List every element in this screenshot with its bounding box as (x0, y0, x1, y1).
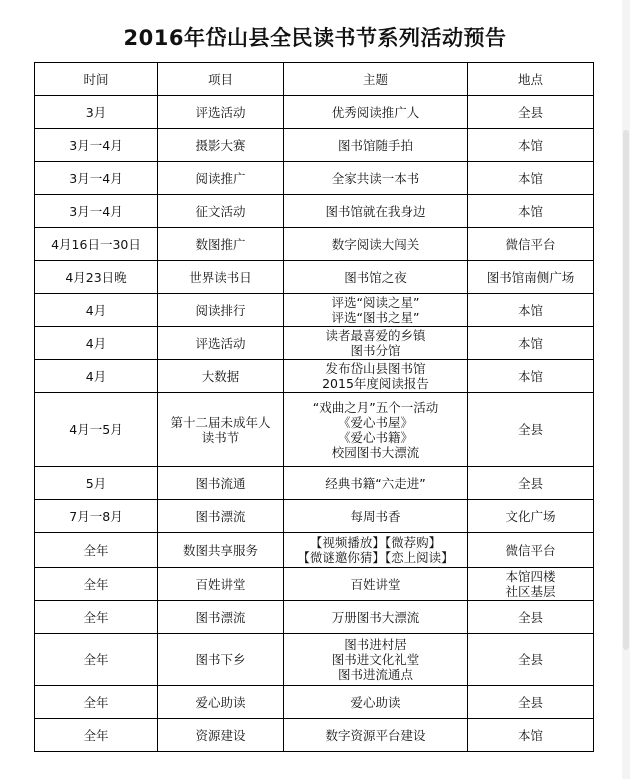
column-header-time: 时间 (35, 63, 158, 96)
cell-time: 5月 (35, 467, 158, 500)
page-title: 2016年岱山县全民读书节系列活动预告 (123, 26, 507, 50)
table-row (35, 294, 594, 327)
cell-project (158, 195, 284, 228)
cell-theme-line: 图书分馆 (350, 343, 401, 358)
cell-project (158, 327, 284, 360)
cell-project (158, 467, 284, 500)
cell-time: 3月一4月 (35, 162, 158, 195)
cell-theme (284, 162, 468, 195)
column-header-theme: 主题 (284, 63, 468, 96)
cell-theme (284, 129, 468, 162)
cell-theme (284, 261, 468, 294)
table-row (35, 719, 594, 752)
cell-place-line: 全县 (517, 422, 543, 437)
cell-theme-line: 优秀阅读推广人 (331, 104, 420, 120)
cell-project-line: 评选活动 (195, 335, 246, 351)
table-row (35, 467, 594, 500)
cell-project (158, 719, 284, 752)
cell-theme-line: 全家共读一本书 (331, 170, 420, 186)
cell-place-line: 微信平台 (505, 542, 556, 558)
cell-place (468, 533, 594, 568)
cell-theme (284, 568, 468, 601)
table-row (35, 129, 594, 162)
cell-theme (284, 634, 468, 686)
table-row (35, 162, 594, 195)
cell-place (468, 294, 594, 327)
table-header-row (35, 63, 594, 96)
cell-project-line: 阅读推广 (195, 170, 246, 186)
cell-place (468, 719, 594, 752)
cell-project (158, 686, 284, 719)
cell-time: 3月一4月 (35, 129, 158, 162)
cell-project-line: 资源建设 (195, 727, 246, 743)
cell-time: 3月 (35, 96, 158, 129)
cell-theme (284, 195, 468, 228)
column-header-place: 地点 (468, 63, 594, 96)
cell-place (468, 500, 594, 533)
cell-time: 3月一4月 (35, 195, 158, 228)
table-row (35, 500, 594, 533)
cell-theme-line: 图书馆随手拍 (337, 137, 413, 153)
cell-place-line: 本馆四楼 (505, 569, 556, 584)
cell-project-line: 图书下乡 (195, 652, 246, 667)
cell-project (158, 601, 284, 634)
cell-project (158, 500, 284, 533)
cell-theme-line: 《爱心书屋》 (337, 414, 413, 430)
cell-theme (284, 467, 468, 500)
cell-time: 全年 (35, 634, 158, 686)
cell-place-line: 全县 (517, 652, 543, 667)
cell-theme-line: 图书进村居 (344, 637, 407, 652)
cell-project-line: 阅读排行 (195, 302, 246, 318)
cell-place (468, 195, 594, 228)
cell-place-line: 文化广场 (505, 508, 556, 524)
cell-place-line: 全县 (517, 609, 543, 625)
cell-place (468, 360, 594, 393)
cell-theme (284, 327, 468, 360)
cell-theme (284, 500, 468, 533)
cell-theme-line: 图书进流通点 (337, 667, 413, 682)
cell-theme-line: 《爱心书籍》 (337, 429, 413, 445)
cell-time: 全年 (35, 719, 158, 752)
cell-place-line: 本馆 (517, 170, 543, 186)
cell-project (158, 568, 284, 601)
cell-time: 4月 (35, 327, 158, 360)
cell-place-line: 图书馆南侧广场 (486, 269, 575, 285)
cell-project (158, 228, 284, 261)
cell-project-line: 数图共享服务 (182, 542, 258, 558)
cell-place (468, 686, 594, 719)
cell-place-line: 社区基层 (505, 584, 556, 599)
cell-theme-line: 经典书籍“六走进” (325, 475, 426, 491)
cell-project-line: 图书漂流 (195, 508, 246, 524)
cell-place-line: 本馆 (517, 302, 543, 318)
cell-theme (284, 228, 468, 261)
table-row (35, 634, 594, 686)
cell-place (468, 393, 594, 467)
cell-project (158, 294, 284, 327)
cell-time: 4月 (35, 294, 158, 327)
cell-theme (284, 96, 468, 129)
cell-place-line: 本馆 (517, 368, 543, 384)
table-row (35, 533, 594, 568)
cell-place-line: 本馆 (517, 727, 543, 743)
cell-theme-line: 数字资源平台建设 (325, 727, 426, 743)
cell-project-line: 摄影大赛 (195, 137, 246, 153)
table-row (35, 360, 594, 393)
scrollbar-thumb[interactable] (623, 130, 629, 650)
cell-theme (284, 294, 468, 327)
cell-project (158, 261, 284, 294)
cell-theme-line: 读者最喜爱的乡镇 (325, 328, 426, 343)
cell-place (468, 228, 594, 261)
table-row (35, 261, 594, 294)
cell-place-line: 微信平台 (505, 236, 556, 252)
cell-theme-line: 每周书香 (350, 508, 401, 524)
cell-theme (284, 601, 468, 634)
cell-theme-line: 万册图书大漂流 (331, 609, 420, 625)
table-row (35, 195, 594, 228)
cell-place (468, 634, 594, 686)
cell-project-line: 图书流通 (195, 475, 246, 491)
cell-theme (284, 686, 468, 719)
cell-time: 4月 (35, 360, 158, 393)
cell-place (468, 261, 594, 294)
cell-place (468, 601, 594, 634)
cell-theme-line: 2015年度阅读报告 (322, 376, 429, 391)
cell-theme-line: 评选“阅读之星” (331, 295, 420, 310)
cell-place (468, 96, 594, 129)
cell-time: 4月16日一30日 (35, 228, 158, 261)
cell-theme-line: 数字阅读大闯关 (331, 236, 420, 252)
cell-project-line: 爱心助读 (195, 694, 246, 710)
cell-project-line: 第十二届未成年人 (170, 414, 271, 430)
cell-theme-line: 图书进文化礼堂 (331, 652, 420, 667)
cell-time: 4月23日晚 (35, 261, 158, 294)
cell-time: 全年 (35, 686, 158, 719)
cell-theme-line: 评选“图书之星” (331, 310, 420, 325)
cell-place (468, 327, 594, 360)
table-row (35, 393, 594, 467)
cell-theme (284, 719, 468, 752)
cell-project (158, 162, 284, 195)
cell-theme (284, 360, 468, 393)
cell-theme-line: 图书馆之夜 (344, 269, 407, 285)
cell-theme (284, 393, 468, 467)
cell-theme-line: 发布岱山县图书馆 (325, 361, 426, 376)
cell-project (158, 96, 284, 129)
table-row (35, 686, 594, 719)
cell-time: 7月一8月 (35, 500, 158, 533)
cell-theme-line: “戏曲之月”五个一活动 (312, 399, 439, 415)
cell-project (158, 634, 284, 686)
cell-place-line: 全县 (517, 475, 543, 491)
cell-place (468, 467, 594, 500)
cell-place (468, 129, 594, 162)
cell-theme (284, 533, 468, 568)
cell-project-line: 读书节 (201, 429, 240, 445)
cell-time: 全年 (35, 533, 158, 568)
table-row (35, 568, 594, 601)
cell-project (158, 360, 284, 393)
cell-place-line: 全县 (517, 694, 543, 710)
cell-place-line: 本馆 (517, 203, 543, 219)
cell-place (468, 568, 594, 601)
cell-time: 全年 (35, 568, 158, 601)
cell-project-line: 数图推广 (195, 236, 246, 252)
cell-project-line: 大数据 (201, 368, 240, 384)
cell-place (468, 162, 594, 195)
cell-project-line: 百姓讲堂 (195, 576, 246, 592)
cell-project-line: 评选活动 (195, 104, 246, 120)
table-row (35, 96, 594, 129)
cell-theme-line: 校园图书大漂流 (331, 444, 420, 460)
cell-theme-line: 【视频播放】【微荐购】 (309, 535, 442, 550)
schedule-table (34, 62, 594, 752)
cell-project-line: 征文活动 (195, 203, 246, 219)
table-row (35, 601, 594, 634)
cell-time: 4月一5月 (35, 393, 158, 467)
cell-theme-line: 爱心助读 (350, 694, 401, 710)
cell-place-line: 本馆 (517, 137, 543, 153)
cell-project (158, 393, 284, 467)
cell-theme-line: 百姓讲堂 (350, 576, 401, 592)
cell-theme-line: 图书馆就在我身边 (325, 203, 426, 219)
cell-time: 全年 (35, 601, 158, 634)
table-row (35, 327, 594, 360)
cell-project-line: 世界读书日 (189, 269, 252, 285)
cell-project (158, 533, 284, 568)
cell-project (158, 129, 284, 162)
cell-theme-line: 【微谜邀你猜】【恋上阅读】 (297, 550, 454, 565)
scrollbar[interactable] (622, 0, 630, 779)
table-row (35, 228, 594, 261)
cell-place-line: 全县 (517, 104, 543, 120)
cell-project-line: 图书漂流 (195, 609, 246, 625)
cell-place-line: 本馆 (517, 335, 543, 351)
column-header-project: 项目 (158, 63, 284, 96)
